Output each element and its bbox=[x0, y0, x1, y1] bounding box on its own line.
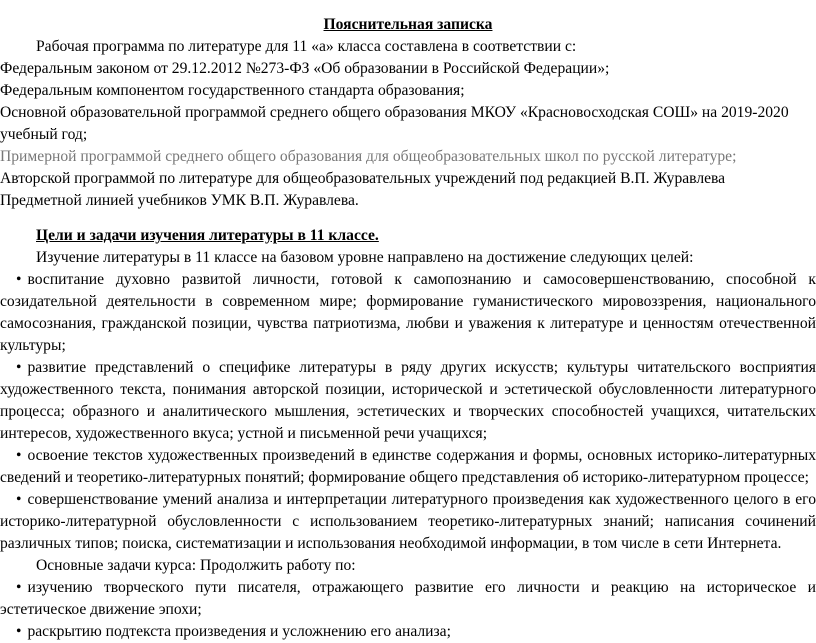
bullet-icon: • bbox=[16, 359, 22, 376]
intro-paragraph: Рабочая программа по литературе для 11 «а» класса составлена в соответствии с: bbox=[36, 38, 577, 55]
task-item bbox=[0, 577, 816, 621]
document-page bbox=[0, 14, 816, 640]
source-item: Основной образовательной программой среднего общего образования МКОУ «Красновосходская СОШ» на 2019-2020 учебный год; bbox=[0, 104, 789, 143]
bullet-icon: • bbox=[16, 447, 22, 464]
goal-item bbox=[0, 489, 816, 555]
task-text: раскрытию подтекста произведения и усложнению его анализа; bbox=[27, 623, 451, 640]
spacer bbox=[0, 212, 816, 225]
goal-text: совершенствование умений анализа и интерпретации литературного произведения как художественного целого в его историко-литературной обусловленности с использованием теоретико-литературных знаний; написания сочинений различных типов; поиска, систематизации и использования необходимой информации, в том числе в сети Интернета. bbox=[0, 491, 816, 552]
source-item: Федеральным компонентом государственного стандарта образования; bbox=[0, 82, 465, 99]
goals-intro: Изучение литературы в 11 классе на базовом уровне направлено на достижение следующих целей: bbox=[36, 249, 694, 266]
goal-text: воспитание духовно развитой личности, готовой к самопознанию и самосовершенствованию, способной к созидательной деятельности в современном мире; формирование гуманистического мировоззрения, национального самосознания, гражданской позиции, чувства патриотизма, любви и уважения к литературе и ценностям отечественной культуры; bbox=[0, 271, 816, 354]
bullet-icon: • bbox=[16, 271, 22, 288]
goals-heading: Цели и задачи изучения литературы в 11 классе. bbox=[36, 227, 379, 244]
goal-text: освоение текстов художественных произведений в единстве содержания и формы, основных историко-литературных сведений и теоретико-литературных понятий; формирование общего представления об историко-литературном процессе; bbox=[0, 447, 816, 486]
source-item: Примерной программой среднего общего образования для общеобразовательных школ по русской литературе; bbox=[0, 148, 737, 165]
tasks-intro: Основные задачи курса: Продолжить работу по: bbox=[36, 557, 356, 574]
task-text: изучению творческого пути писателя, отражающего развитие его личности и реакцию на историческое и эстетическое движение эпохи; bbox=[0, 579, 816, 618]
bullet-icon: • bbox=[16, 623, 22, 640]
goal-item bbox=[0, 269, 816, 357]
goal-item bbox=[0, 357, 816, 445]
source-item: Предметной линией учебников УМК В.П. Журавлева. bbox=[0, 192, 359, 209]
source-item: Авторской программой по литературе для общеобразовательных учреждений под редакцией В.П. Журавлева bbox=[0, 170, 726, 187]
source-item: Федеральным законом от 29.12.2012 №273-ФЗ «Об образовании в Российской Федерации»; bbox=[0, 60, 610, 77]
bullet-icon: • bbox=[16, 579, 22, 596]
goal-item bbox=[0, 445, 816, 489]
bullet-icon: • bbox=[16, 491, 22, 508]
task-item bbox=[0, 621, 816, 643]
document-title: Пояснительная записка bbox=[323, 16, 493, 33]
goal-text: развитие представлений о специфике литературы в ряду других искусств; культуры читательского восприятия художественного текста, понимания авторской позиции, исторической и эстетической обусловленности литературного процесса; образного и аналитического мышления, эстетических и творческих способностей учащихся, читательских интересов, художественного вкуса; устной и письменной речи учащихся; bbox=[0, 359, 816, 442]
